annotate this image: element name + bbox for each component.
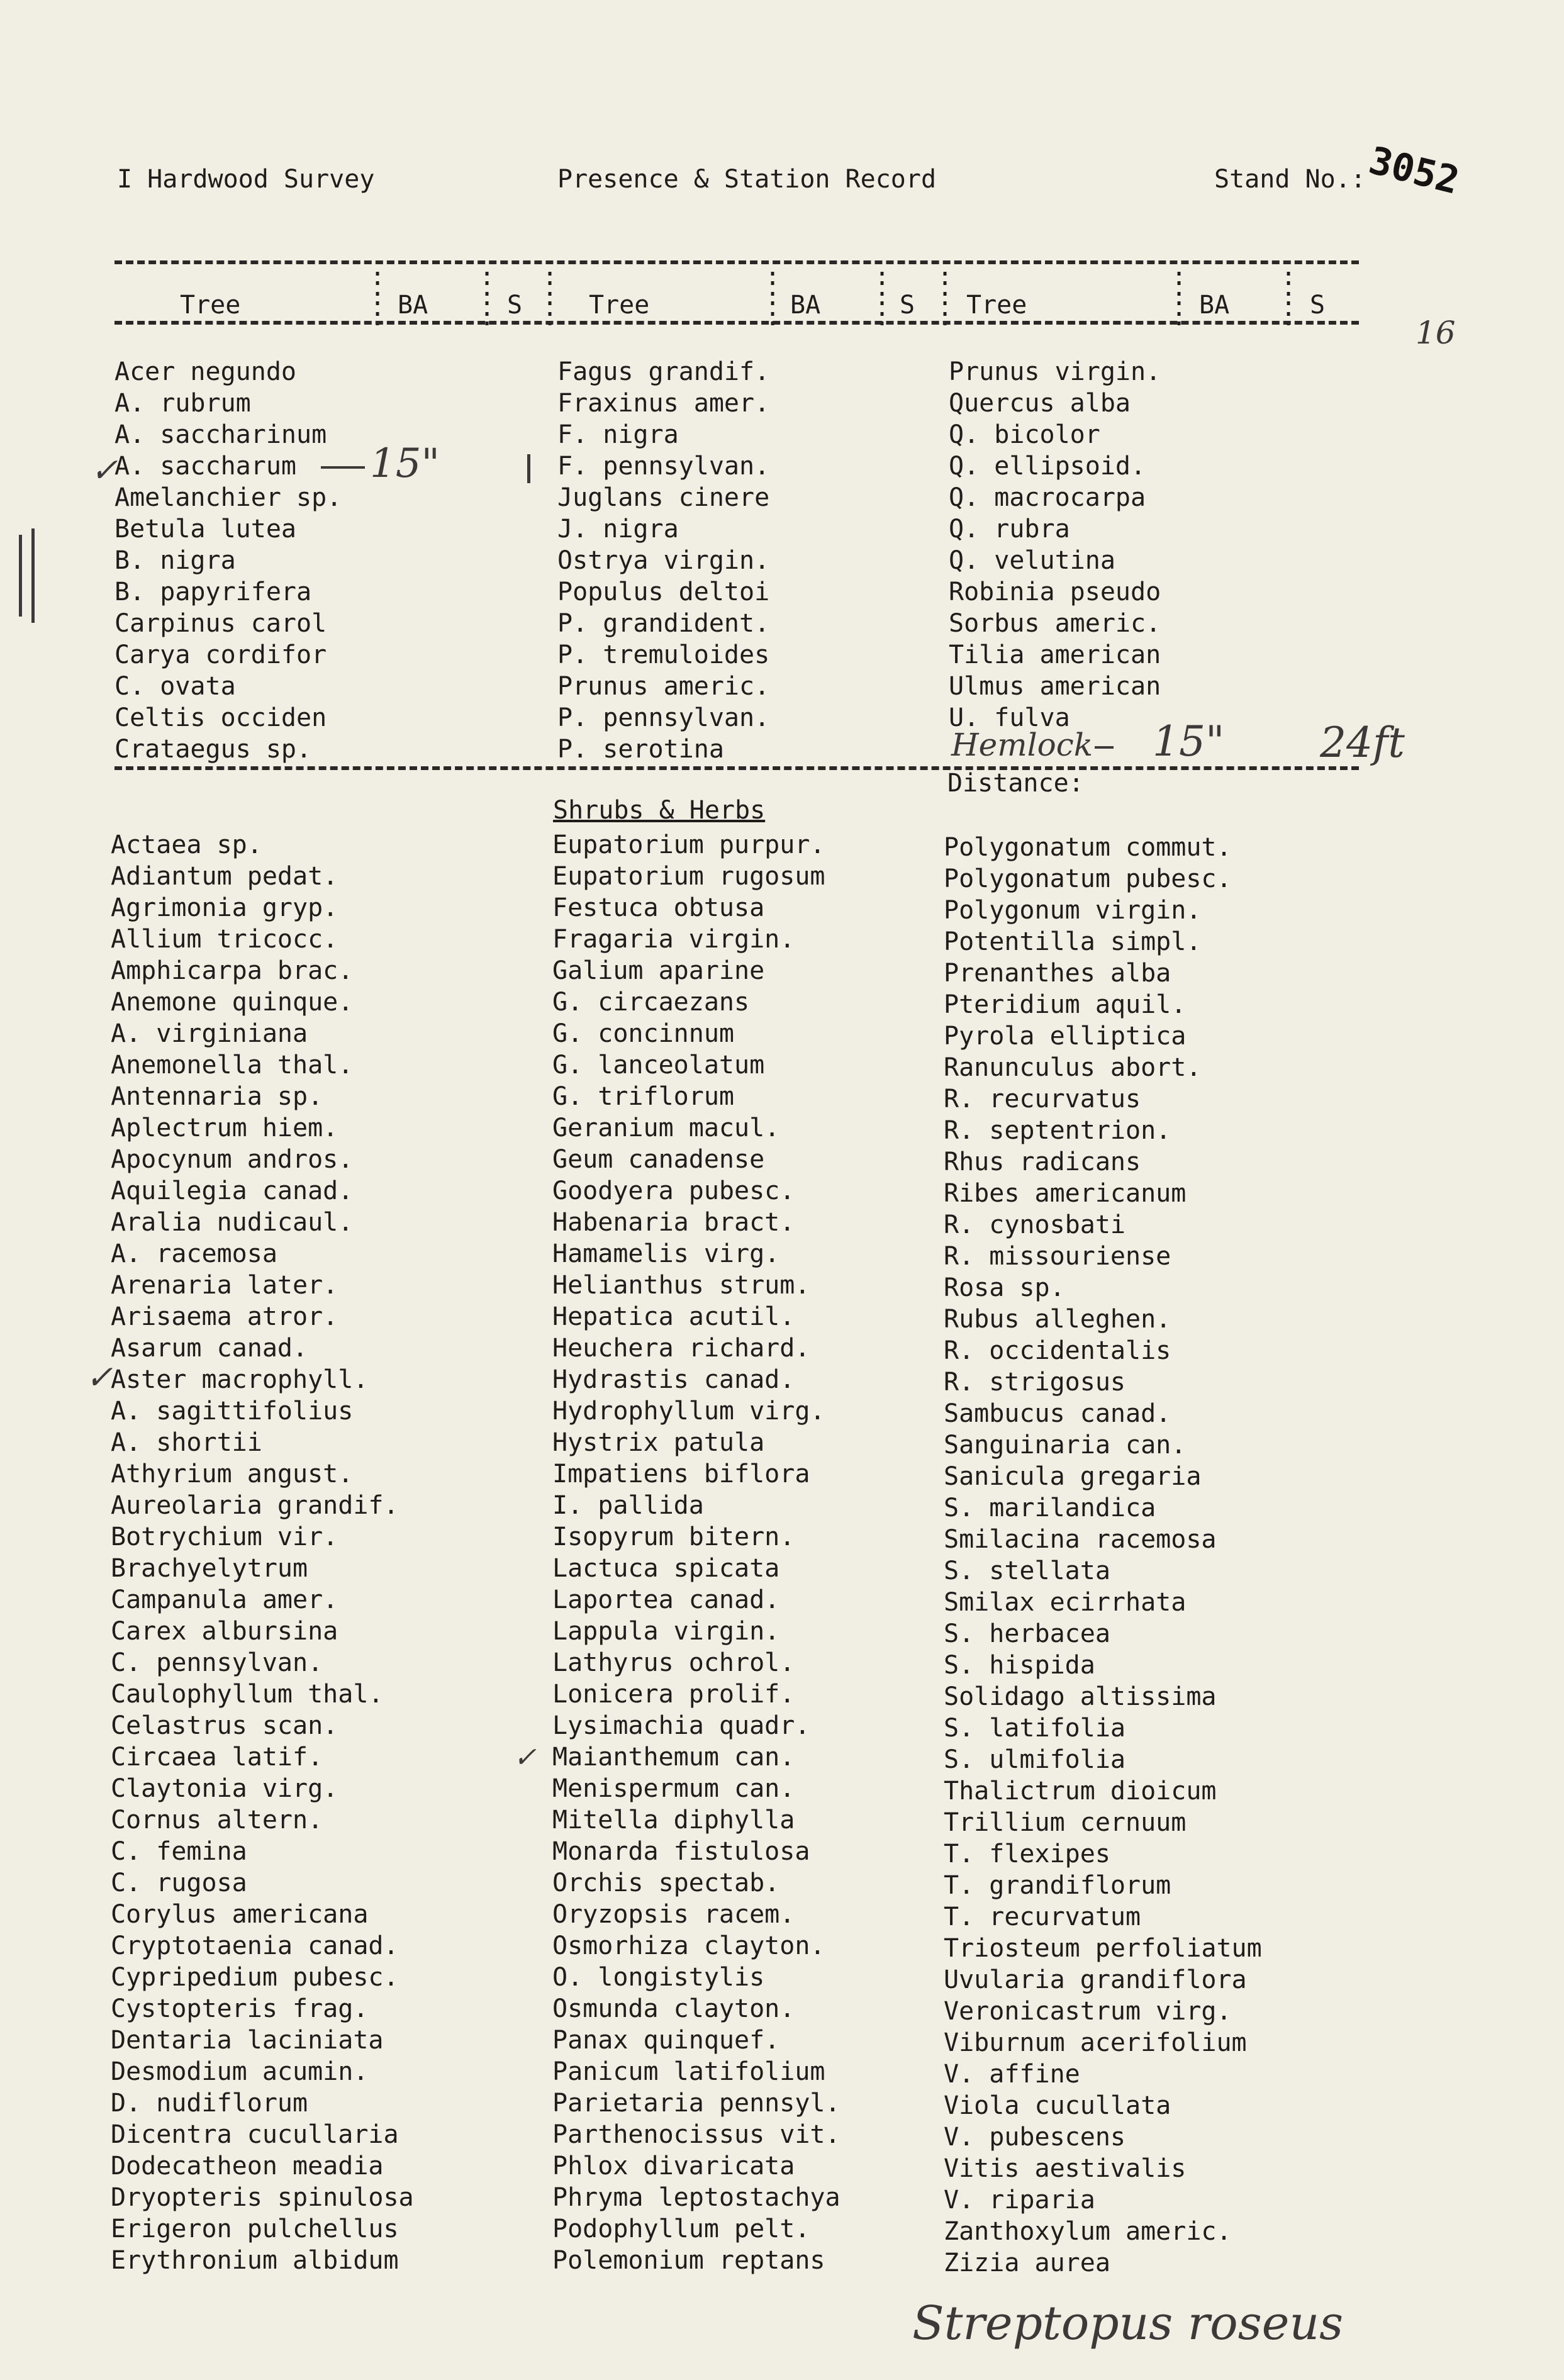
list-item: Polygonatum pubesc. bbox=[944, 864, 1232, 893]
list-item: Apocynum andros. bbox=[111, 1145, 354, 1174]
list-item: Robinia pseudo bbox=[949, 578, 1161, 606]
list-item: Q. rubra bbox=[949, 515, 1070, 544]
column-divider: : : : bbox=[1281, 262, 1297, 332]
list-item: Claytonia virg. bbox=[111, 1774, 338, 1803]
list-item: Uvularia grandiflora bbox=[944, 1965, 1247, 1994]
handwritten-hemlock-note: Hemlock bbox=[951, 727, 1093, 763]
list-item: T. grandiflorum bbox=[944, 1871, 1171, 1900]
list-item: Quercus alba bbox=[949, 389, 1131, 418]
column-divider: : : : bbox=[874, 262, 890, 332]
ba-col3-header: BA bbox=[1199, 291, 1230, 320]
tree-list-col1 bbox=[115, 356, 342, 765]
list-item: R. recurvatus bbox=[944, 1085, 1141, 1114]
list-item: Heuchera richard. bbox=[552, 1334, 810, 1363]
list-item: Betula lutea bbox=[115, 515, 296, 544]
list-item: T. flexipes bbox=[944, 1840, 1110, 1869]
handwritten-saccharum-dbh: 15" bbox=[370, 440, 440, 487]
list-item: Anemonella thal. bbox=[111, 1051, 354, 1080]
handwritten-dash bbox=[1095, 746, 1114, 749]
list-item: Circaea latif. bbox=[111, 1743, 323, 1772]
herb-list-col3 bbox=[944, 832, 1262, 2279]
stand-number-stamp: 3052 bbox=[1365, 138, 1464, 203]
list-item: Solidago altissima bbox=[944, 1682, 1217, 1711]
list-item: Potentilla simpl. bbox=[944, 927, 1202, 956]
list-item: V. pubescens bbox=[944, 2123, 1126, 2152]
handwritten-margin-mark bbox=[31, 528, 35, 623]
list-item: C. pennsylvan. bbox=[111, 1648, 323, 1677]
s-col3-header: S bbox=[1310, 291, 1326, 320]
list-item: Galium aparine bbox=[552, 956, 765, 985]
list-item: S. herbacea bbox=[944, 1619, 1110, 1648]
list-item: Caulophyllum thal. bbox=[111, 1680, 384, 1709]
list-item: Eupatorium rugosum bbox=[552, 862, 825, 891]
list-item: S. stellata bbox=[944, 1556, 1110, 1585]
list-item: Carya cordifor bbox=[115, 640, 327, 669]
list-item: Zanthoxylum americ. bbox=[944, 2217, 1232, 2246]
handwritten-footer-species: Streptopus roseus bbox=[912, 2296, 1344, 2350]
list-item: Festuca obtusa bbox=[552, 893, 765, 922]
header-dashed-rule bbox=[115, 321, 1359, 325]
list-item: Pteridium aquil. bbox=[944, 990, 1187, 1019]
ba-col1-header: BA bbox=[398, 291, 428, 320]
handwritten-dash bbox=[321, 466, 365, 469]
list-item: Adiantum pedat. bbox=[111, 862, 338, 891]
list-item: Q. bicolor bbox=[949, 420, 1100, 449]
list-item: Trillium cernuum bbox=[944, 1808, 1187, 1837]
list-item: Pyrola elliptica bbox=[944, 1022, 1187, 1051]
list-item: Phryma leptostachya bbox=[552, 2183, 841, 2212]
list-item: Cryptotaenia canad. bbox=[111, 1931, 399, 1960]
handwritten-tally-mark bbox=[527, 454, 530, 483]
list-item: Erythronium albidum bbox=[111, 2246, 399, 2275]
list-item: B. nigra bbox=[115, 546, 236, 575]
list-item: J. nigra bbox=[557, 515, 679, 544]
list-item: A. shortii bbox=[111, 1428, 262, 1457]
list-item: C. ovata bbox=[115, 672, 236, 701]
list-item: A. virginiana bbox=[111, 1019, 308, 1048]
list-item: Isopyrum bitern. bbox=[552, 1522, 795, 1551]
column-divider: : : : bbox=[479, 262, 495, 332]
list-item: G. concinnum bbox=[552, 1019, 734, 1048]
list-item: Carpinus carol bbox=[115, 609, 327, 638]
list-item: Carex albursina bbox=[111, 1617, 338, 1646]
checkmark-icon: ✓ bbox=[513, 1741, 537, 1774]
list-item: P. grandident. bbox=[557, 609, 770, 638]
list-item: Zizia aurea bbox=[944, 2249, 1110, 2277]
list-item: Hystrix patula bbox=[552, 1428, 765, 1457]
list-item: Anemone quinque. bbox=[111, 988, 354, 1017]
list-item: Sambucus canad. bbox=[944, 1399, 1171, 1428]
list-item: Panicum latifolium bbox=[552, 2057, 825, 2086]
list-item: R. cynosbati bbox=[944, 1210, 1126, 1239]
list-item: Polygonum virgin. bbox=[944, 896, 1202, 925]
list-item: P. tremuloides bbox=[557, 640, 770, 669]
list-item: Lysimachia quadr. bbox=[552, 1711, 810, 1740]
column-divider: : : : bbox=[1171, 262, 1187, 332]
list-item: T. recurvatum bbox=[944, 1902, 1141, 1931]
list-item: Aralia nudicaul. bbox=[111, 1208, 354, 1237]
tree-list-col3 bbox=[949, 356, 1161, 734]
list-item: Athyrium angust. bbox=[111, 1460, 354, 1489]
list-item: Lathyrus ochrol. bbox=[552, 1648, 795, 1677]
list-item: P. pennsylvan. bbox=[557, 703, 770, 732]
list-item: Amelanchier sp. bbox=[115, 483, 342, 512]
list-item: Prunus americ. bbox=[557, 672, 770, 701]
list-item: Antennaria sp. bbox=[111, 1082, 323, 1111]
list-item: Arisaema atror. bbox=[111, 1302, 338, 1331]
checkmark-icon: ✓ bbox=[91, 452, 118, 489]
handwritten-margin-number: 16 bbox=[1416, 315, 1456, 351]
list-item: Actaea sp. bbox=[111, 830, 262, 859]
list-item: Cypripedium pubesc. bbox=[111, 1963, 399, 1992]
list-item: A. saccharum bbox=[115, 452, 296, 481]
herb-list-col2 bbox=[552, 829, 841, 2276]
list-item: Fagus grandif. bbox=[557, 357, 770, 386]
list-item: Orchis spectab. bbox=[552, 1869, 780, 1897]
list-item: D. nudiflorum bbox=[111, 2089, 308, 2118]
list-item: Corylus americana bbox=[111, 1900, 369, 1929]
list-item: Phlox divaricata bbox=[552, 2152, 795, 2181]
list-item: Veronicastrum virg. bbox=[944, 1997, 1232, 2026]
list-item: Maianthemum can. bbox=[552, 1743, 795, 1772]
list-item: C. femina bbox=[111, 1837, 247, 1866]
list-item: U. fulva bbox=[949, 703, 1070, 732]
list-item: Aplectrum hiem. bbox=[111, 1114, 338, 1143]
survey-title: I Hardwood Survey bbox=[117, 165, 375, 194]
list-item: Crataegus sp. bbox=[115, 735, 312, 764]
list-item: Acer negundo bbox=[115, 357, 296, 386]
list-item: Sorbus americ. bbox=[949, 609, 1161, 638]
list-item: Celtis occiden bbox=[115, 703, 327, 732]
list-item: Tilia american bbox=[949, 640, 1161, 669]
list-item: S. ulmifolia bbox=[944, 1745, 1126, 1774]
tree-list-col2 bbox=[557, 356, 769, 765]
list-item: C. rugosa bbox=[111, 1869, 247, 1897]
s-col2-header: S bbox=[900, 291, 915, 320]
list-item: Ranunculus abort. bbox=[944, 1053, 1202, 1082]
list-item: Fraxinus amer. bbox=[557, 389, 770, 418]
list-item: Aquilegia canad. bbox=[111, 1176, 354, 1205]
trees-bottom-dashed-rule bbox=[115, 766, 1359, 770]
list-item: Cystopteris frag. bbox=[111, 1994, 369, 2023]
list-item: Menispermum can. bbox=[552, 1774, 795, 1803]
list-item: F. pennsylvan. bbox=[557, 452, 770, 481]
list-item: Botrychium vir. bbox=[111, 1522, 338, 1551]
list-item: Hepatica acutil. bbox=[552, 1302, 795, 1331]
list-item: S. latifolia bbox=[944, 1714, 1126, 1743]
list-item: Parietaria pennsyl. bbox=[552, 2089, 841, 2118]
list-item: Ostrya virgin. bbox=[557, 546, 770, 575]
list-item: Aureolaria grandif. bbox=[111, 1491, 399, 1520]
list-item: Geum canadense bbox=[552, 1145, 765, 1174]
list-item: G. lanceolatum bbox=[552, 1051, 765, 1080]
list-item: R. strigosus bbox=[944, 1368, 1126, 1397]
list-item: F. nigra bbox=[557, 420, 679, 449]
list-item: R. septentrion. bbox=[944, 1116, 1171, 1145]
list-item: Mitella diphylla bbox=[552, 1806, 795, 1835]
list-item: Parthenocissus vit. bbox=[552, 2120, 841, 2149]
list-item: A. rubrum bbox=[115, 389, 251, 418]
tree-col1-header: Tree bbox=[180, 291, 241, 320]
column-divider: : : : bbox=[765, 262, 781, 332]
list-item: Polygonatum commut. bbox=[944, 833, 1232, 862]
list-item: Aster macrophyll. bbox=[111, 1365, 369, 1394]
list-item: Hydrophyllum virg. bbox=[552, 1397, 825, 1426]
list-item: Habenaria bract. bbox=[552, 1208, 795, 1237]
list-item: Podophyllum pelt. bbox=[552, 2215, 810, 2243]
list-item: Laportea canad. bbox=[552, 1585, 780, 1614]
list-item: B. papyrifera bbox=[115, 578, 312, 606]
list-item: Fragaria virgin. bbox=[552, 925, 795, 954]
list-item: Cornus altern. bbox=[111, 1806, 323, 1835]
list-item: Allium tricocc. bbox=[111, 925, 338, 954]
list-item: R. missouriense bbox=[944, 1242, 1171, 1271]
list-item: A. saccharinum bbox=[115, 420, 327, 449]
s-col1-header: S bbox=[507, 291, 523, 320]
list-item: Q. ellipsoid. bbox=[949, 452, 1146, 481]
list-item: Sanguinaria can. bbox=[944, 1431, 1187, 1460]
checkmark-icon: ✓ bbox=[86, 1359, 113, 1397]
list-item: Goodyera pubesc. bbox=[552, 1176, 795, 1205]
handwritten-distance-value: 24ft bbox=[1320, 718, 1405, 767]
column-divider: : : : bbox=[370, 262, 386, 332]
list-item: Rubus alleghen. bbox=[944, 1305, 1171, 1334]
list-item: Asarum canad. bbox=[111, 1334, 308, 1363]
list-item: Helianthus strum. bbox=[552, 1271, 810, 1300]
list-item: Dentaria laciniata bbox=[111, 2026, 384, 2055]
list-item: A. racemosa bbox=[111, 1239, 277, 1268]
list-item: V. affine bbox=[944, 2060, 1080, 2089]
list-item: Panax quinquef. bbox=[552, 2026, 780, 2055]
distance-label: Distance: bbox=[947, 769, 1084, 798]
shrubs-herbs-title: Shrubs & Herbs bbox=[553, 796, 766, 825]
column-divider: : : : bbox=[542, 262, 558, 332]
list-item: Geranium macul. bbox=[552, 1114, 780, 1143]
stand-label: Stand No.: bbox=[1214, 165, 1366, 194]
list-item: Triosteum perfoliatum bbox=[944, 1934, 1262, 1963]
list-item: G. triflorum bbox=[552, 1082, 734, 1111]
list-item: O. longistylis bbox=[552, 1963, 765, 1992]
tree-col3-header: Tree bbox=[966, 291, 1027, 320]
list-item: Dicentra cucullaria bbox=[111, 2120, 399, 2149]
list-item: Desmodium acumin. bbox=[111, 2057, 369, 2086]
list-item: Viburnum acerifolium bbox=[944, 2028, 1247, 2057]
list-item: Eupatorium purpur. bbox=[552, 830, 825, 859]
herb-list-col1 bbox=[111, 829, 414, 2276]
list-item: G. circaezans bbox=[552, 988, 750, 1017]
list-item: Thalictrum dioicum bbox=[944, 1777, 1217, 1806]
list-item: Ribes americanum bbox=[944, 1179, 1187, 1208]
list-item: Hydrastis canad. bbox=[552, 1365, 795, 1394]
list-item: Lappula virgin. bbox=[552, 1617, 780, 1646]
list-item: Dryopteris spinulosa bbox=[111, 2183, 414, 2212]
list-item: Oryzopsis racem. bbox=[552, 1900, 795, 1929]
list-item: Prenanthes alba bbox=[944, 959, 1171, 988]
list-item: Populus deltoi bbox=[557, 578, 770, 606]
ba-col2-header: BA bbox=[790, 291, 821, 320]
list-item: Rhus radicans bbox=[944, 1148, 1141, 1176]
list-item: Polemonium reptans bbox=[552, 2246, 825, 2275]
list-item: Prunus virgin. bbox=[949, 357, 1161, 386]
column-divider: : : : bbox=[937, 262, 953, 332]
list-item: Monarda fistulosa bbox=[552, 1837, 810, 1866]
list-item: Amphicarpa brac. bbox=[111, 956, 354, 985]
list-item: Smilax ecirrhata bbox=[944, 1588, 1187, 1617]
list-item: Lonicera prolif. bbox=[552, 1680, 795, 1709]
list-item: Q. velutina bbox=[949, 546, 1115, 575]
list-item: Rosa sp. bbox=[944, 1273, 1065, 1302]
list-item: Hamamelis virg. bbox=[552, 1239, 780, 1268]
list-item: P. serotina bbox=[557, 735, 724, 764]
handwritten-margin-mark bbox=[19, 535, 22, 617]
list-item: Juglans cinere bbox=[557, 483, 770, 512]
list-item: S. hispida bbox=[944, 1651, 1095, 1680]
list-item: Celastrus scan. bbox=[111, 1711, 338, 1740]
list-item: Impatiens biflora bbox=[552, 1460, 810, 1489]
list-item: A. sagittifolius bbox=[111, 1397, 354, 1426]
list-item: V. riparia bbox=[944, 2186, 1095, 2215]
list-item: Erigeron pulchellus bbox=[111, 2215, 399, 2243]
tree-col2-header: Tree bbox=[589, 291, 650, 320]
list-item: Arenaria later. bbox=[111, 1271, 338, 1300]
handwritten-hemlock-dbh: 15" bbox=[1153, 717, 1225, 766]
list-item: Viola cucullata bbox=[944, 2091, 1171, 2120]
list-item: Brachyelytrum bbox=[111, 1554, 308, 1583]
list-item: R. occidentalis bbox=[944, 1336, 1171, 1365]
list-item: Campanula amer. bbox=[111, 1585, 338, 1614]
list-item: S. marilandica bbox=[944, 1494, 1156, 1522]
list-item: Agrimonia gryp. bbox=[111, 893, 338, 922]
list-item: Ulmus american bbox=[949, 672, 1161, 701]
list-item: Osmunda clayton. bbox=[552, 1994, 795, 2023]
list-item: Smilacina racemosa bbox=[944, 1525, 1217, 1554]
list-item: Sanicula gregaria bbox=[944, 1462, 1202, 1491]
list-item: Vitis aestivalis bbox=[944, 2154, 1187, 2183]
list-item: Dodecatheon meadia bbox=[111, 2152, 384, 2181]
list-item: Lactuca spicata bbox=[552, 1554, 780, 1583]
list-item: I. pallida bbox=[552, 1491, 704, 1520]
record-title: Presence & Station Record bbox=[557, 165, 937, 194]
list-item: Osmorhiza clayton. bbox=[552, 1931, 825, 1960]
list-item: Q. macrocarpa bbox=[949, 483, 1146, 512]
